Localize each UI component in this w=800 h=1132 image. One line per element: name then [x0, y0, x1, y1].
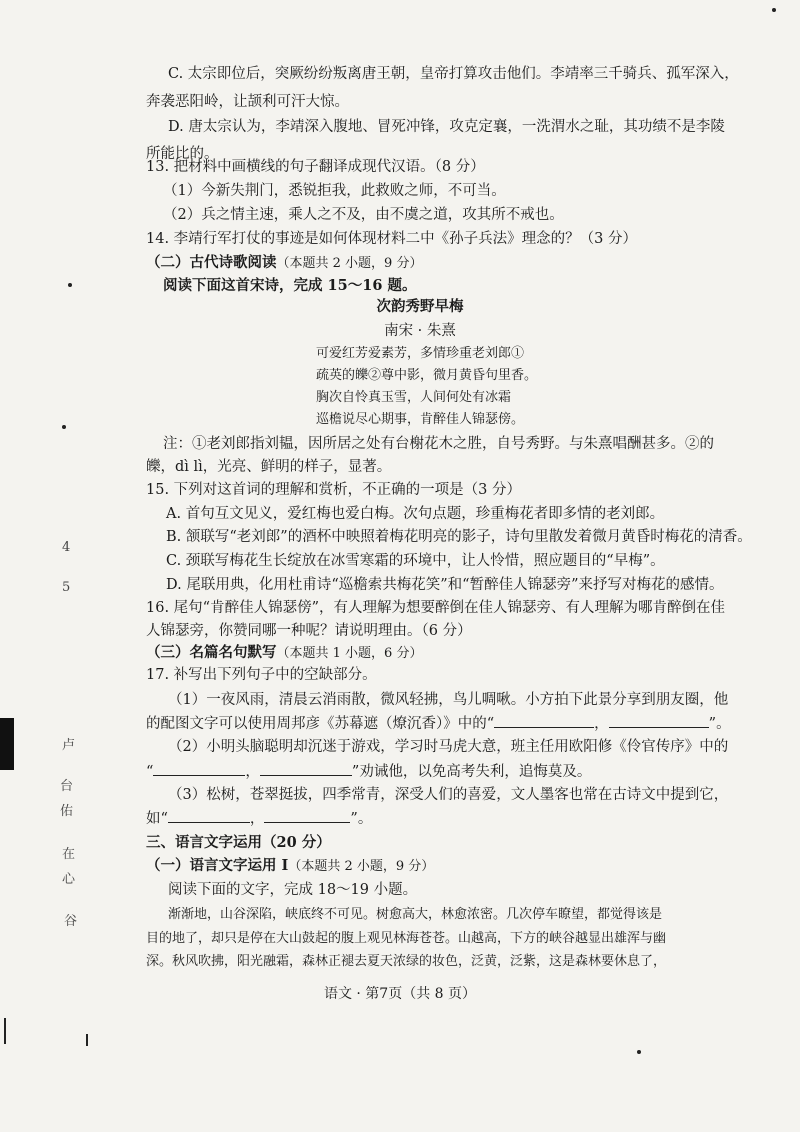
margin-mark-tai: 台	[60, 779, 74, 794]
q17-item1-text-b: ，	[594, 716, 609, 732]
poem-line-4: 巡檐说尽心期事，肯醉佳人锦瑟傍。	[316, 412, 525, 427]
q17-item2-blank-1[interactable]	[153, 761, 245, 776]
q17-item2-text-b: ，	[245, 764, 260, 780]
binding-mark	[0, 718, 14, 770]
margin-mark-gu: 谷	[64, 914, 78, 929]
q12-option-c-line1: C. 太宗即位后，突厥纷纷叛离唐王朝，皇帝打算攻击他们。李靖率三千骑兵、孤军深入，	[168, 66, 739, 82]
q17-item1-text-a: 的配图文字可以使用周邦彦《苏幕遮（燎沉香）》中的“	[146, 716, 495, 732]
q13-sentence-2: （2）兵之情主速，乘人之不及，由不虞之道，攻其所不戒也。	[163, 207, 564, 223]
scan-dot	[637, 1050, 641, 1054]
section-2-note: （本题共 2 小题，9 分）	[276, 256, 423, 271]
q17-item1-blank-1[interactable]	[494, 713, 594, 728]
poem-title: 次韵秀野早梅	[376, 298, 464, 315]
q17-item3-text-a: 如“	[146, 811, 168, 827]
q12-option-c-line2: 奔袭恶阳岭，让颉利可汗大惊。	[146, 94, 349, 110]
margin-mark-5: 5	[62, 580, 71, 595]
q17-item1-text-c: ”。	[708, 716, 731, 732]
section-3-heading	[146, 643, 422, 664]
passage-line-3: 深。秋风吹拂，阳光融霜，森林正褪去夏天浓绿的妆色，泛黄，泛紫，这是森林要休息了，	[146, 954, 667, 969]
scan-edge-line	[4, 1018, 6, 1044]
q15-stem: 15. 下列对这首词的理解和赏析，不正确的一项是（3 分）	[146, 482, 522, 498]
part-3-heading: 三、语言文字运用（20 分）	[146, 834, 331, 851]
q15-option-c: C. 颈联写梅花生长绽放在冰雪寒霜的环境中，让人怜惜，照应题目的“早梅”。	[166, 553, 665, 569]
part-3-subheading	[146, 856, 434, 877]
passage-line-2: 目的地了，却只是停在大山鼓起的腹上观见林海苍苍。山越高，下方的峡谷越显出雄浑与幽	[146, 931, 667, 946]
poem-line-2: 疏英的皪②尊中影，微月黄昏句里香。	[316, 368, 538, 383]
margin-mark-you: 佑	[60, 804, 74, 819]
margin-mark-xin: 心	[62, 872, 76, 887]
q13-stem: 13. 把材料中画横线的句子翻译成现代汉语。（8 分）	[146, 159, 485, 175]
section-3-title: （三）名篇名句默写	[146, 644, 277, 661]
poem-line-3: 胸次自怜真玉雪，人间何处有冰霜	[316, 390, 512, 405]
part-3-instruction: 阅读下面的文字，完成 18～19 小题。	[168, 882, 418, 898]
scan-tick	[86, 1034, 88, 1046]
section-3-note: （本题共 1 小题，6 分）	[276, 646, 423, 661]
q17-item2-line1: （2）小明头脑聪明却沉迷于游戏，学习时马虎大意，班主任用欧阳修《伶官传序》中的	[168, 739, 729, 755]
q17-item1-line1: （1）一夜风雨，清晨云消雨散，微风轻拂，鸟儿啁啾。小方拍下此景分享到朋友圈，他	[168, 692, 729, 708]
q16-line1: 16. 尾句“肯醉佳人锦瑟傍”，有人理解为想要醉倒在佳人锦瑟旁、有人理解为哪肯醉倒在佳	[146, 600, 725, 616]
poem-note-line2: 皪，dì lì，光亮、鲜明的样子，显著。	[146, 459, 392, 475]
page-footer: 语文 · 第7页（共 8 页）	[323, 986, 477, 1002]
q17-item2-text-a: “	[146, 764, 154, 780]
q17-item2-line2	[146, 761, 591, 782]
q16-line2: 人锦瑟旁，你赞同哪一种呢？请说明理由。（6 分）	[146, 623, 472, 639]
q17-item3-line2	[146, 808, 372, 829]
margin-mark-zai: 在	[62, 847, 76, 862]
margin-mark-lu: 卢	[62, 738, 76, 753]
scan-dot	[68, 283, 72, 287]
q15-option-d: D. 尾联用典，化用杜甫诗“巡檐索共梅花笑”和“暂醉佳人锦瑟旁”来抒写对梅花的感情。	[166, 577, 724, 593]
q13-sentence-1: （1）今新失荆门，悉锐拒我，此救败之师，不可当。	[163, 183, 506, 199]
part-3-sub-title: （一）语言文字运用 Ⅰ	[146, 857, 289, 874]
q14-stem: 14. 李靖行军打仗的事迹是如何体现材料二中《孙子兵法》理念的？（3 分）	[146, 231, 638, 247]
q17-item3-line1: （3）松树，苍翠挺拔，四季常青，深受人们的喜爱，文人墨客也常在古诗文中提到它，	[168, 787, 729, 803]
q12-option-d-line1: D. 唐太宗认为，李靖深入腹地、冒死冲锋，攻克定襄，一洗渭水之耻，其功绩不是李陵	[168, 119, 725, 135]
part-3-sub-note: （本题共 2 小题，9 分）	[288, 859, 435, 874]
q17-item1-blank-2[interactable]	[609, 713, 709, 728]
q17-item1-line2	[146, 713, 731, 734]
section-2-instruction: 阅读下面这首宋诗，完成 15～16 题。	[163, 277, 417, 294]
section-2-heading	[146, 253, 422, 274]
q17-item2-blank-2[interactable]	[260, 761, 352, 776]
poem-note-line1: 注：①老刘郎指刘韫，因所居之处有台榭花木之胜，自号秀野。与朱熹唱酬甚多。②的	[163, 436, 714, 452]
scan-dot	[772, 8, 776, 12]
q17-item3-text-b: ，	[249, 811, 265, 827]
poem-author: 南宋 · 朱熹	[384, 323, 456, 339]
scan-dot	[62, 425, 66, 429]
q17-item3-blank-1[interactable]	[168, 808, 250, 823]
q17-item2-text-c: ”劝诫他，以免高考失利，追悔莫及。	[351, 764, 592, 780]
q15-option-b: B. 颔联写“老刘郎”的酒杯中映照着梅花明亮的影子，诗句里散发着微月黄昏时梅花的清香。	[166, 529, 752, 545]
passage-line-1: 渐渐地，山谷深陷，峡底终不可见。树愈高大，林愈浓密。几次停车瞭望，都觉得该是	[168, 907, 663, 922]
q17-stem: 17. 补写出下列句子中的空缺部分。	[146, 667, 377, 683]
poem-line-1: 可爱红芳爱素芳，多情珍重老刘郎①	[316, 346, 525, 361]
q17-item3-blank-2[interactable]	[264, 808, 350, 823]
section-2-title: （二）古代诗歌阅读	[146, 254, 277, 271]
margin-mark-4: 4	[62, 540, 71, 555]
q15-option-a: A. 首句互文见义，爱红梅也爱白梅。次句点题，珍重梅花者即多情的老刘郎。	[166, 506, 665, 522]
q12-option-d-line2: 所能比的。	[146, 146, 219, 162]
q17-item3-text-c: ”。	[350, 811, 373, 827]
